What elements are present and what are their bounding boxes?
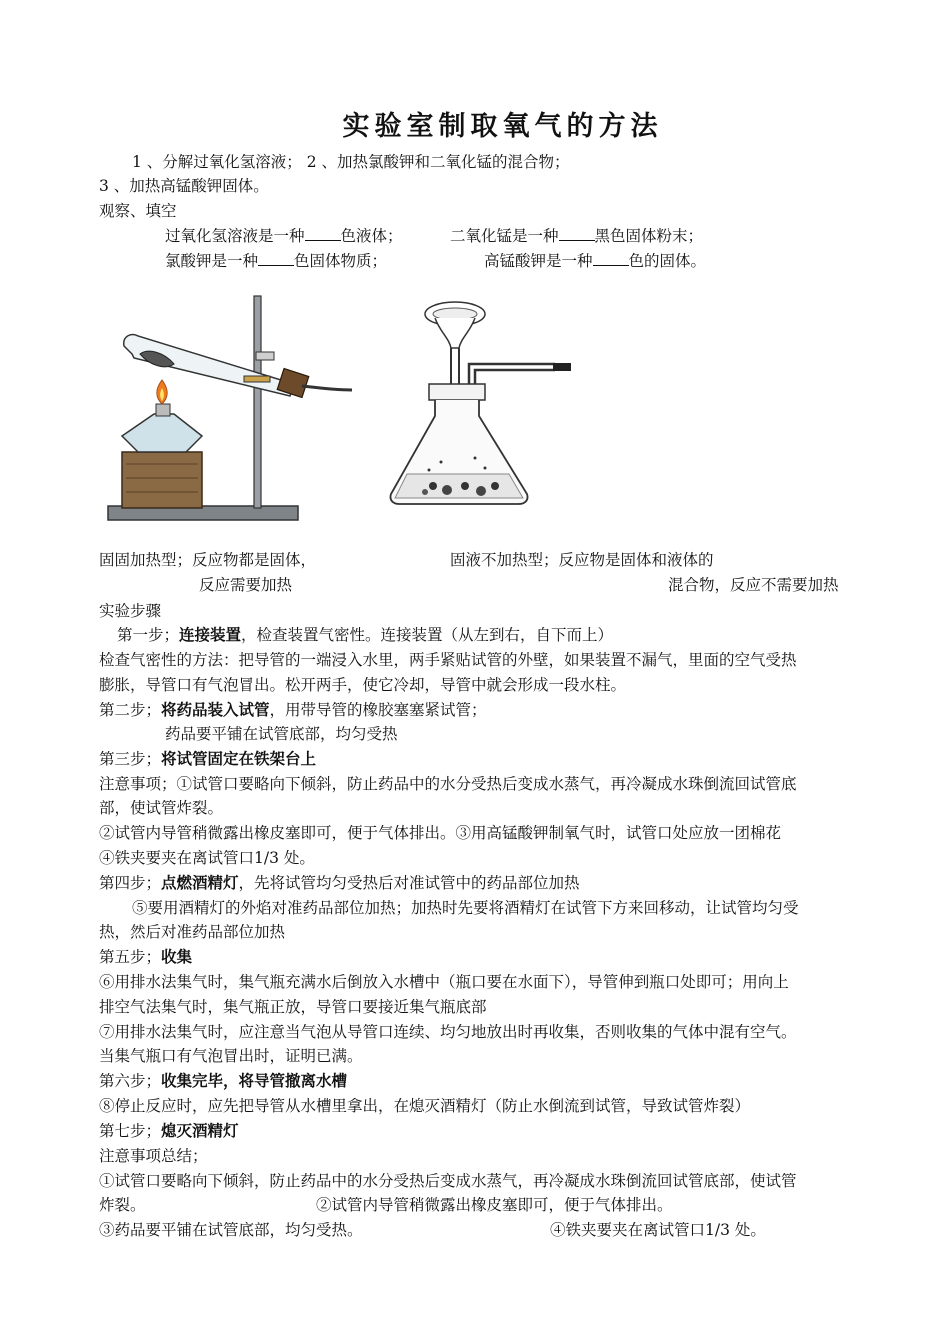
fill-mno2-text-a: 二氧化锰是一种 bbox=[450, 227, 559, 245]
left-caption-1: 固固加热型；反应物都是固体， bbox=[99, 551, 317, 569]
flask-apparatus-illustration bbox=[385, 292, 585, 512]
step-3-note-1: 注意事项；①试管口要略向下倾斜，防止药品中的水分受热后变成水蒸气，再冷凝成水珠倒流回试管底 bbox=[99, 775, 797, 793]
summary-heading: 注意事项总结； bbox=[99, 1147, 208, 1165]
step-3-note-4: ④铁夹要夹在离试管口1/3 处。 bbox=[99, 849, 315, 867]
step-5-title: 收集 bbox=[161, 948, 193, 966]
observe-heading: 观察、填空 bbox=[99, 202, 177, 220]
methods-line-2: 3 、加热高锰酸钾固体。 bbox=[99, 177, 269, 195]
fill-kmno4 bbox=[484, 250, 706, 272]
step-1-detail-2: 膨胀，导管口有气泡冒出。松开两手，使它冷却，导管中就会形成一段水柱。 bbox=[99, 676, 627, 694]
fill-h2o2-text-b: 色液体； bbox=[340, 227, 403, 245]
summary-line-3a: ③药品要平铺在试管底部，均匀受热。 bbox=[99, 1221, 363, 1239]
step-4-rest: ，先将试管均匀受热后对准试管中的药品部位加热 bbox=[238, 874, 580, 892]
step-3-prefix: 第三步； bbox=[99, 750, 162, 768]
summary-line-2b: ②试管内导管稍微露出橡皮塞即可，便于气体排出。 bbox=[316, 1196, 673, 1214]
fill-kmno4-text-b: 色的固体。 bbox=[628, 252, 707, 270]
step-3-title: 将试管固定在铁架台上 bbox=[161, 750, 317, 768]
answer-blank[interactable] bbox=[258, 250, 294, 266]
step-5 bbox=[99, 946, 192, 968]
page-title: 实验室制取氧气的方法 bbox=[342, 111, 663, 142]
fill-mno2 bbox=[450, 225, 703, 247]
step-1-prefix: 第一步； bbox=[117, 626, 180, 644]
step-3-note-3: ②试管内导管稍微露出橡皮塞即可，便于气体排出。③用高锰酸钾制氧气时，试管口处应放一团棉花 bbox=[99, 824, 782, 842]
fill-h2o2 bbox=[165, 225, 403, 247]
summary-line-3b: ④铁夹要夹在离试管口1/3 处。 bbox=[550, 1221, 766, 1239]
step-4-note-1: ⑤要用酒精灯的外焰对准药品部位加热；加热时先要将酒精灯在试管下方来回移动，让试管均匀受 bbox=[132, 899, 799, 917]
step-2-rest: ，用带导管的橡胶塞塞紧试管； bbox=[269, 701, 487, 719]
steps-heading: 实验步骤 bbox=[99, 602, 162, 620]
methods-line-1: 1 、分解过氧化氢溶液； 2 、加热氯酸钾和二氧化锰的混合物； bbox=[132, 153, 570, 171]
step-4 bbox=[99, 872, 580, 894]
step-5-note-1: ⑥用排水法集气时，集气瓶充满水后倒放入水槽中（瓶口要在水面下），导管伸到瓶口处即可；用向上 bbox=[99, 973, 789, 991]
step-3 bbox=[99, 748, 316, 770]
answer-blank[interactable] bbox=[559, 225, 595, 241]
step-4-note-2: 热，然后对准药品部位加热 bbox=[99, 923, 286, 941]
summary-line-2a: 炸裂。 bbox=[99, 1196, 146, 1214]
fill-kmno4-text-a: 高锰酸钾是一种 bbox=[484, 252, 593, 270]
step-2 bbox=[99, 699, 487, 721]
step-6-note: ⑧停止反应时，应先把导管从水槽里拿出，在熄灭酒精灯（防止水倒流到试管，导致试管炸裂） bbox=[99, 1097, 751, 1115]
step-1-detail-1: 检查气密性的方法：把导管的一端浸入水里，两手紧贴试管的外壁，如果装置不漏气，里面的空气受热 bbox=[99, 651, 797, 669]
step-5-prefix: 第五步； bbox=[99, 948, 162, 966]
step-1-rest: ，检查装置气密性。连接装置（从左到右，自下而上） bbox=[241, 626, 614, 644]
step-2-detail: 药品要平铺在试管底部，均匀受热 bbox=[165, 725, 398, 743]
step-4-title: 点燃酒精灯 bbox=[161, 874, 239, 892]
step-2-prefix: 第二步； bbox=[99, 701, 162, 719]
step-6-prefix: 第六步； bbox=[99, 1072, 162, 1090]
fill-kclo3-text-b: 色固体物质； bbox=[294, 252, 388, 270]
step-7 bbox=[99, 1120, 239, 1142]
step-6-title: 收集完毕，将导管撤离水槽 bbox=[161, 1072, 348, 1090]
left-caption-2: 反应需要加热 bbox=[199, 576, 293, 594]
step-3-note-2: 部，使试管炸裂。 bbox=[99, 799, 224, 817]
step-5-note-2: 排空气法集气时，集气瓶正放，导管口要接近集气瓶底部 bbox=[99, 998, 487, 1016]
fill-kclo3-text-a: 氯酸钾是一种 bbox=[165, 252, 259, 270]
step-7-prefix: 第七步； bbox=[99, 1122, 162, 1140]
fill-h2o2-text-a: 过氧化氢溶液是一种 bbox=[165, 227, 305, 245]
fill-kclo3 bbox=[165, 250, 387, 272]
step-5-note-4: 当集气瓶口有气泡冒出时，证明已满。 bbox=[99, 1047, 363, 1065]
step-1 bbox=[117, 624, 613, 646]
step-2-title: 将药品装入试管 bbox=[161, 701, 270, 719]
step-4-prefix: 第四步； bbox=[99, 874, 162, 892]
right-caption-1: 固液不加热型；反应物是固体和液体的 bbox=[450, 551, 714, 569]
step-5-note-3: ⑦用排水法集气时，应注意当气泡从导管口连续、均匀地放出时再收集，否则收集的气体中混有空气。 bbox=[99, 1023, 797, 1041]
answer-blank[interactable] bbox=[305, 225, 341, 241]
summary-line-1: ①试管口要略向下倾斜，防止药品中的水分受热后变成水蒸气，再冷凝成水珠倒流回试管底部，使试管 bbox=[99, 1172, 797, 1190]
answer-blank[interactable] bbox=[593, 250, 629, 266]
step-1-title: 连接装置 bbox=[179, 626, 242, 644]
step-7-title: 熄灭酒精灯 bbox=[161, 1122, 239, 1140]
heating-apparatus-illustration bbox=[104, 292, 354, 532]
right-caption-2: 混合物，反应不需要加热 bbox=[668, 576, 839, 594]
step-6 bbox=[99, 1070, 347, 1092]
fill-mno2-text-b: 黑色固体粉末； bbox=[594, 227, 704, 245]
